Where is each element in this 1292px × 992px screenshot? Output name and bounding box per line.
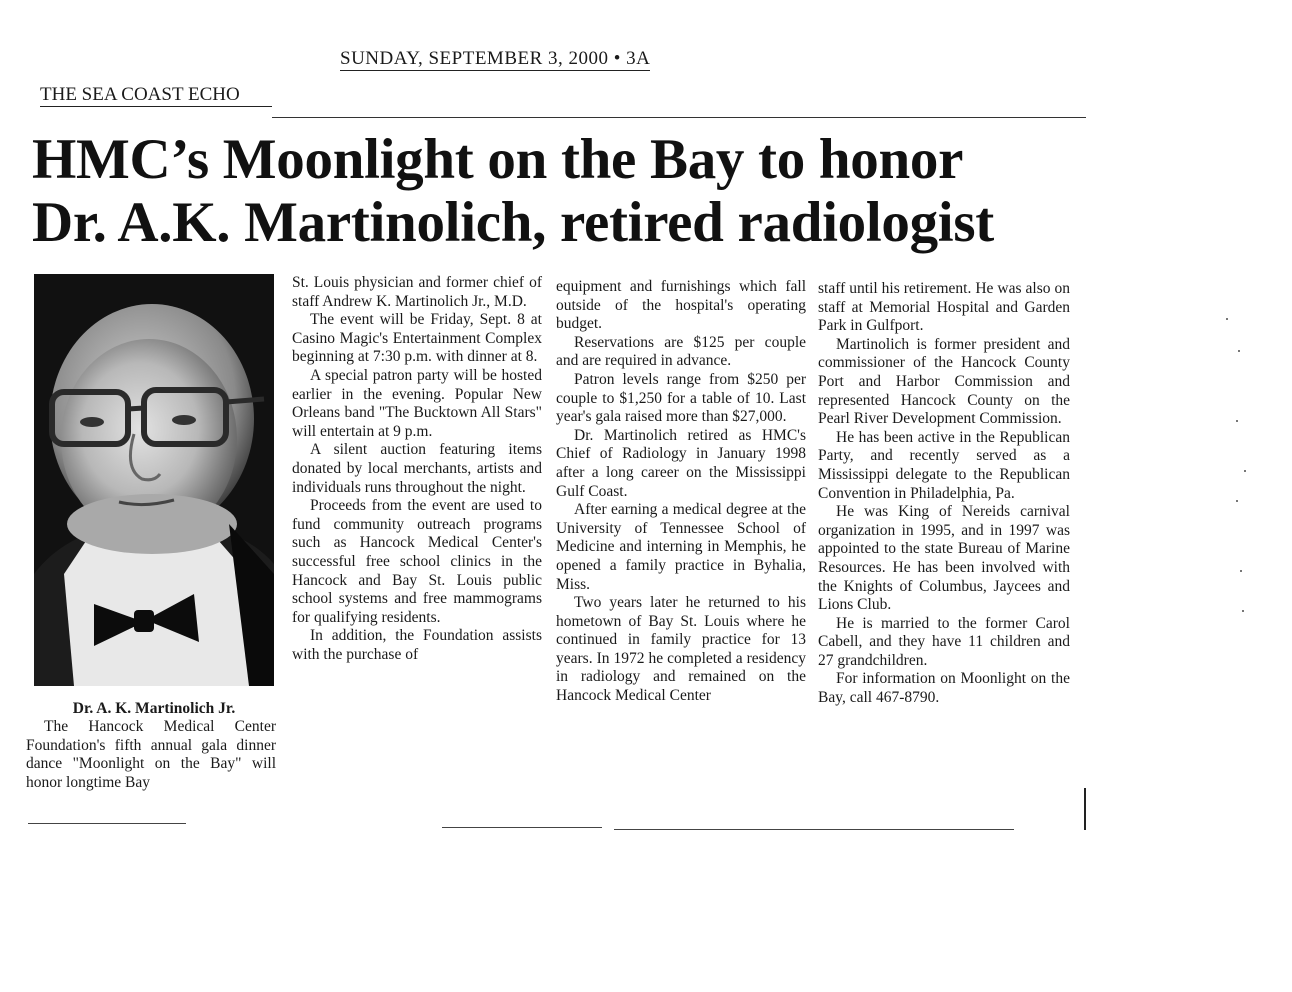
scan-speck	[1240, 570, 1242, 572]
paragraph: He has been active in the Republican Party, and recently served as a Mississippi delegate to the Republican Convention in Philadelphia, Pa.	[818, 428, 1070, 502]
paragraph: For information on Moonlight on the Bay, call 467-8790.	[818, 670, 1070, 707]
headline	[32, 128, 1092, 254]
column-end-bar	[1084, 788, 1086, 830]
headline-line-1: HMC’s Moonlight on the Bay to honor	[32, 128, 964, 191]
scan-speck	[1242, 610, 1244, 612]
portrait-photo	[34, 274, 274, 686]
paragraph: Martinolich is former president and commissioner of the Hancock County Port and Harbor Commission and represented Hancock County on the Pearl River Development Commission.	[818, 335, 1070, 428]
scan-speck	[1236, 500, 1238, 502]
paragraph: Dr. Martinolich retired as HMC's Chief of Radiology in January 1998 after a long career on the Mississippi Gulf Coast.	[556, 426, 806, 500]
article-column-2	[292, 274, 542, 664]
paragraph: Reservations are $125 per couple and are required in advance.	[556, 333, 806, 370]
paragraph: equipment and furnishings which fall outside of the hospital's operating budget.	[556, 278, 806, 333]
dateline: SUNDAY, SEPTEMBER 3, 2000 • 3A	[340, 48, 651, 69]
paragraph: After earning a medical degree at the University of Tennessee School of Medicine and interning in Memphis, he opened a family practice in Byhalia, Miss.	[556, 501, 806, 593]
paragraph: St. Louis physician and former chief of staff Andrew K. Martinolich Jr., M.D.	[292, 274, 542, 310]
paragraph: In addition, the Foundation assists with the purchase of	[292, 627, 542, 663]
headline-line-2: Dr. A.K. Martinolich, retired radiologist	[32, 191, 994, 254]
scan-speck	[1238, 350, 1240, 352]
scan-speck	[1236, 420, 1238, 422]
article-column-1	[26, 718, 276, 792]
paragraph: Patron levels range from $250 per couple to $1,250 for a table of 10. Last year's gala raised more than $27,000.	[556, 370, 806, 426]
photo-caption: Dr. A. K. Martinolich Jr.	[72, 700, 236, 717]
scan-speck	[1226, 318, 1228, 320]
paragraph: A special patron party will be hosted earlier in the evening. Popular New Orleans band "The Bucktown All Stars" will entertain at 9 p.m.	[292, 366, 542, 440]
paragraph: The Hancock Medical Center Foundation's fifth annual gala dinner dance "Moonlight on the Bay" will honor longtime Bay	[26, 718, 276, 791]
header-rule	[272, 117, 1086, 118]
paragraph: staff until his retirement. He was also on staff at Memorial Hospital and Garden Park in Gulfport.	[818, 280, 1070, 335]
paragraph: A silent auction featuring items donated by local merchants, artists and individuals runs throughout the night.	[292, 441, 542, 496]
bottom-rule	[442, 827, 602, 828]
portrait-image	[34, 274, 274, 686]
bottom-rule	[28, 823, 186, 824]
newspaper-name: THE SEA COAST ECHO	[40, 84, 272, 107]
article-column-3	[556, 278, 806, 706]
paragraph: He was King of Nereids carnival organization in 1995, and in 1997 was appointed to the state Bureau of Marine Resources. He has been involved with the Knights of Columbus, Jaycees and Lions Club.	[818, 503, 1070, 614]
scan-speck	[1244, 470, 1246, 472]
article-column-4	[818, 280, 1070, 708]
bottom-rule	[614, 829, 1014, 830]
paragraph: Two years later he returned to his hometown of Bay St. Louis where he continued in family practice for 13 years. In 1972 he completed a residency in radiology and remained on the Hancock Medical Center	[556, 594, 806, 705]
paragraph: Proceeds from the event are used to fund community outreach programs such as Hancock Medical Center's successful free school clinics in the Hancock and Bay St. Louis public school systems and free mammograms for qualifying residents.	[292, 497, 542, 626]
paragraph: The event will be Friday, Sept. 8 at Casino Magic's Entertainment Complex beginning at 7:30 p.m. with dinner at 8.	[292, 311, 542, 366]
paragraph: He is married to the former Carol Cabell, and they have 11 children and 27 grandchildren.	[818, 614, 1070, 669]
